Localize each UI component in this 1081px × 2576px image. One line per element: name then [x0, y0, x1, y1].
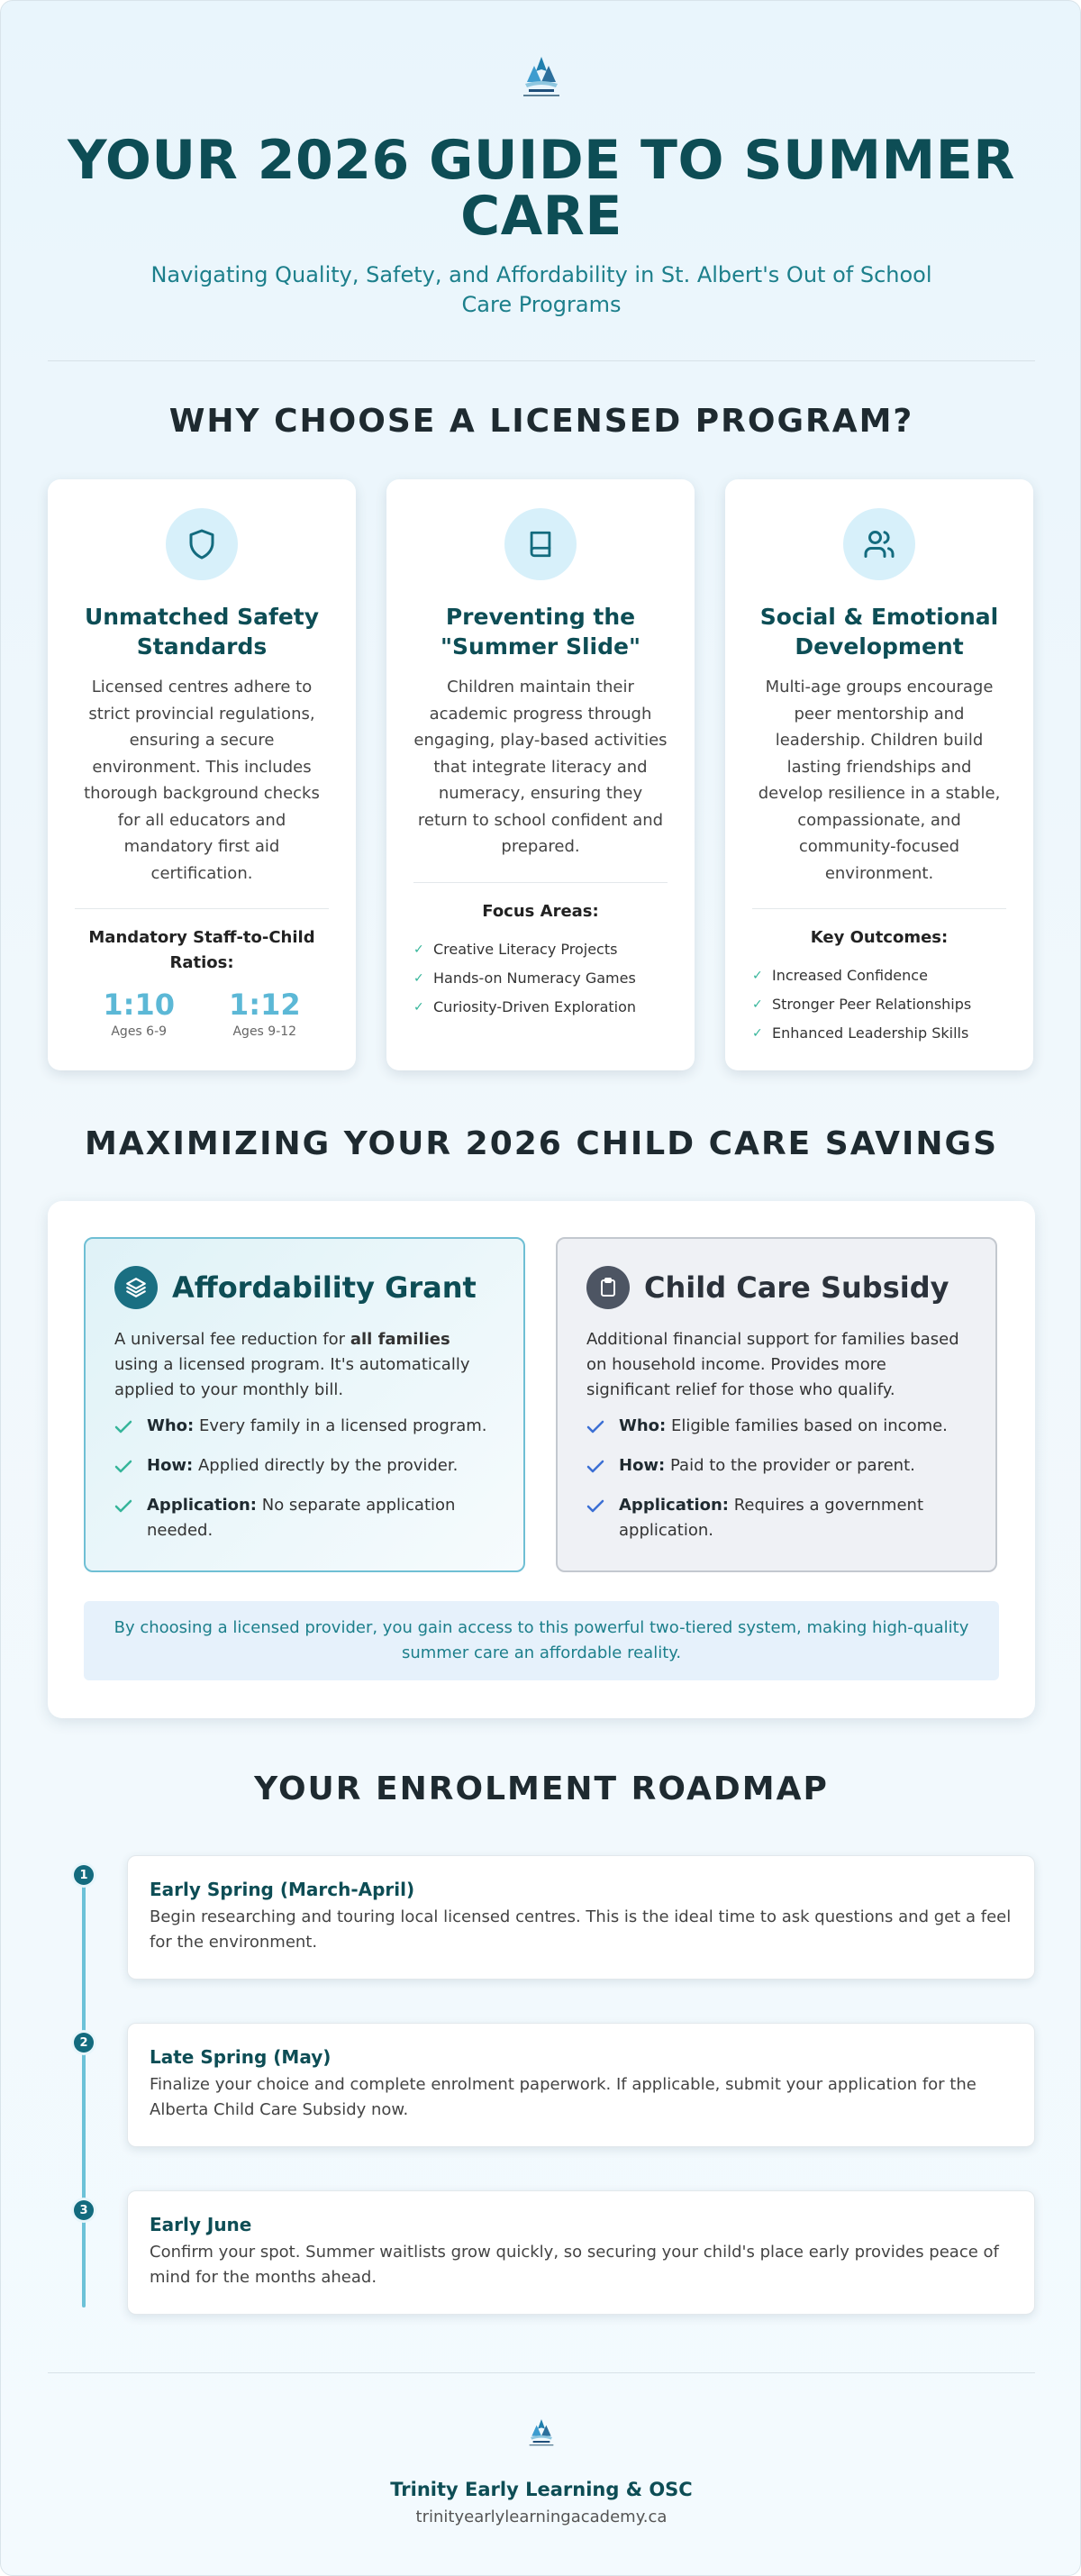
- desc-text: A universal fee reduction for: [114, 1330, 350, 1349]
- detail-value: Applied directly by the provider.: [193, 1456, 459, 1475]
- section-heading-savings: MAXIMIZING YOUR 2026 CHILD CARE SAVINGS: [85, 1125, 998, 1162]
- grant-header: [114, 1266, 495, 1309]
- grant-description: [114, 1327, 495, 1403]
- list-item: [752, 1019, 1006, 1048]
- check-icon: [114, 1414, 147, 1443]
- step-title: Late Spring (May): [150, 2046, 332, 2068]
- ratio-value: 1:10: [103, 988, 175, 1022]
- list-item-label: Increased Confidence: [772, 967, 928, 984]
- roadmap-step-card: [127, 2190, 1035, 2315]
- check-icon: [586, 1414, 619, 1443]
- detail-label: Who:: [147, 1416, 195, 1435]
- ratio-label: Ages 9-12: [232, 1024, 297, 1039]
- benefit-card-safety: [48, 479, 356, 1070]
- subsidy-header: [586, 1266, 967, 1309]
- ratio-item: [229, 988, 301, 1039]
- detail-text: [147, 1453, 458, 1482]
- users-icon-wrap: [843, 508, 915, 580]
- child-care-subsidy-card: [556, 1237, 997, 1572]
- step-number-badge: 2: [74, 2033, 94, 2053]
- detail-value: Paid to the provider or parent.: [665, 1456, 915, 1475]
- detail-row: [114, 1453, 495, 1482]
- affordability-grant-card: [84, 1237, 525, 1572]
- ratio-group: [75, 988, 329, 1039]
- check-icon: ✓: [752, 969, 763, 983]
- check-icon: [586, 1493, 619, 1543]
- list-item-label: Curiosity-Driven Exploration: [433, 997, 637, 1015]
- benefit-card-social: [725, 479, 1033, 1070]
- list-item-label: Creative Literacy Projects: [433, 940, 618, 958]
- page-subtitle: Navigating Quality, Safety, and Affordability in St. Albert's Out of School Care Programs: [150, 262, 932, 317]
- outcomes-list: [752, 961, 1006, 1048]
- book-icon: [525, 529, 556, 560]
- detail-row: [114, 1493, 495, 1543]
- trinity-logo-icon: [514, 51, 568, 105]
- step-number-badge: 1: [74, 1865, 94, 1885]
- divider: [48, 2372, 1035, 2373]
- list-item-label: Hands-on Numeracy Games: [433, 969, 636, 987]
- detail-label: Who:: [619, 1416, 667, 1435]
- card-subheading: Mandatory Staff-to-Child Ratios:: [88, 928, 315, 972]
- step-text: Confirm your spot. Summer waitlists grow quickly, so securing your child's place early provides peace of mind for the months ahead.: [150, 2243, 999, 2287]
- detail-value: Eligible families based on income.: [666, 1416, 948, 1435]
- clipboard-icon: [586, 1266, 630, 1309]
- roadmap-step-card: [127, 1855, 1035, 1980]
- list-item-label: Enhanced Leadership Skills: [772, 1024, 969, 1042]
- layers-icon: [114, 1266, 158, 1309]
- detail-value: Every family in a licensed program.: [194, 1416, 487, 1435]
- detail-text: [619, 1453, 915, 1482]
- detail-row: [114, 1414, 495, 1443]
- check-icon: ✓: [413, 970, 424, 986]
- detail-row: [586, 1493, 967, 1543]
- list-item: [752, 961, 1006, 990]
- card-subheading: Key Outcomes:: [810, 928, 949, 947]
- detail-text: [147, 1493, 495, 1543]
- detail-value: No separate application needed.: [147, 1496, 456, 1540]
- subsidy-description: Additional financial support for families based on household income. Provides more significant relief for those who qualify.: [586, 1330, 959, 1399]
- section-heading-roadmap: YOUR ENROLMENT ROADMAP: [254, 1770, 829, 1807]
- focus-list: [413, 935, 668, 1022]
- step-title: Early Spring (March-April): [150, 1879, 415, 1900]
- book-icon-wrap: [504, 508, 577, 580]
- check-icon: ✓: [413, 942, 424, 957]
- card-divider: [75, 908, 329, 909]
- card-subheading: Focus Areas:: [482, 901, 599, 921]
- step-text: Finalize your choice and complete enrolment paperwork. If applicable, submit your application for the Alberta Child Care Subsidy now.: [150, 2075, 977, 2119]
- list-item: [413, 993, 668, 1022]
- detail-text: [147, 1414, 487, 1443]
- shield-icon-wrap: [166, 508, 238, 580]
- users-icon: [863, 528, 895, 560]
- footer-website-link[interactable]: trinityearlylearningacademy.ca: [415, 2508, 668, 2526]
- card-title: Preventing the "Summer Slide": [441, 604, 640, 660]
- detail-label: How:: [619, 1456, 666, 1475]
- check-icon: ✓: [752, 997, 763, 1012]
- detail-label: Application:: [147, 1496, 258, 1515]
- subsidy-details: [586, 1414, 967, 1543]
- card-divider: [413, 882, 668, 883]
- roadmap-step-card: [127, 2023, 1035, 2147]
- divider: [48, 360, 1035, 361]
- list-item: [752, 990, 1006, 1019]
- grant-details: [114, 1414, 495, 1543]
- card-body: Children maintain their academic progress through engaging, play-based activities that integrate literacy and numeracy, ensuring they return to school confident and prepared.: [413, 678, 668, 856]
- detail-value: Requires a government application.: [619, 1496, 924, 1540]
- timeline-line: [82, 1875, 86, 2307]
- step-text: Begin researching and touring local licensed centres. This is the ideal time to ask questions and get a feel for the environment.: [150, 1907, 1012, 1952]
- ratio-label: Ages 6-9: [111, 1024, 168, 1039]
- trinity-logo-icon: [523, 2414, 559, 2453]
- detail-label: How:: [147, 1456, 194, 1475]
- shield-icon: [186, 528, 218, 560]
- step-number-badge: 3: [74, 2200, 94, 2220]
- savings-panel: [48, 1201, 1035, 1718]
- card-divider: [752, 908, 1006, 909]
- detail-row: [586, 1453, 967, 1482]
- detail-text: [619, 1414, 948, 1443]
- list-item: [413, 964, 668, 993]
- desc-text: using a licensed program. It's automatically applied to your monthly bill.: [114, 1355, 470, 1399]
- card-title: Social & Emotional Development: [759, 604, 999, 660]
- check-icon: [586, 1453, 619, 1482]
- footer-organization-name: Trinity Early Learning & OSC: [390, 2479, 693, 2500]
- grant-title: Affordability Grant: [172, 1270, 477, 1305]
- ratio-item: [103, 988, 175, 1039]
- list-item-label: Stronger Peer Relationships: [772, 996, 972, 1013]
- desc-emphasis: all families: [350, 1330, 450, 1349]
- card-body: Multi-age groups encourage peer mentorship and leadership. Children build lasting friendships and develop resilience in a stable, compassionate, and community-focused environment.: [758, 678, 1001, 883]
- subsidy-title: Child Care Subsidy: [644, 1270, 949, 1305]
- check-icon: [114, 1453, 147, 1482]
- step-title: Early June: [150, 2214, 252, 2235]
- card-body: Licensed centres adhere to strict provincial regulations, ensuring a secure environment. This includes thorough background checks for all educators and mandatory first aid certification.: [84, 678, 320, 883]
- card-title: Unmatched Safety Standards: [84, 604, 320, 660]
- benefit-card-summer-slide: [386, 479, 695, 1070]
- detail-label: Application:: [619, 1496, 730, 1515]
- check-icon: ✓: [752, 1026, 763, 1041]
- page-title: YOUR 2026 GUIDE TO SUMMER CARE: [68, 129, 1015, 248]
- check-icon: ✓: [413, 999, 424, 1015]
- list-item: [413, 935, 668, 964]
- detail-text: [619, 1493, 967, 1543]
- savings-notice: By choosing a licensed provider, you gain access to this powerful two-tiered system, making high-quality summer care an affordable reality.: [84, 1601, 999, 1680]
- detail-row: [586, 1414, 967, 1443]
- check-icon: [114, 1493, 147, 1543]
- section-heading-why: WHY CHOOSE A LICENSED PROGRAM?: [168, 403, 914, 440]
- ratio-value: 1:12: [229, 988, 301, 1022]
